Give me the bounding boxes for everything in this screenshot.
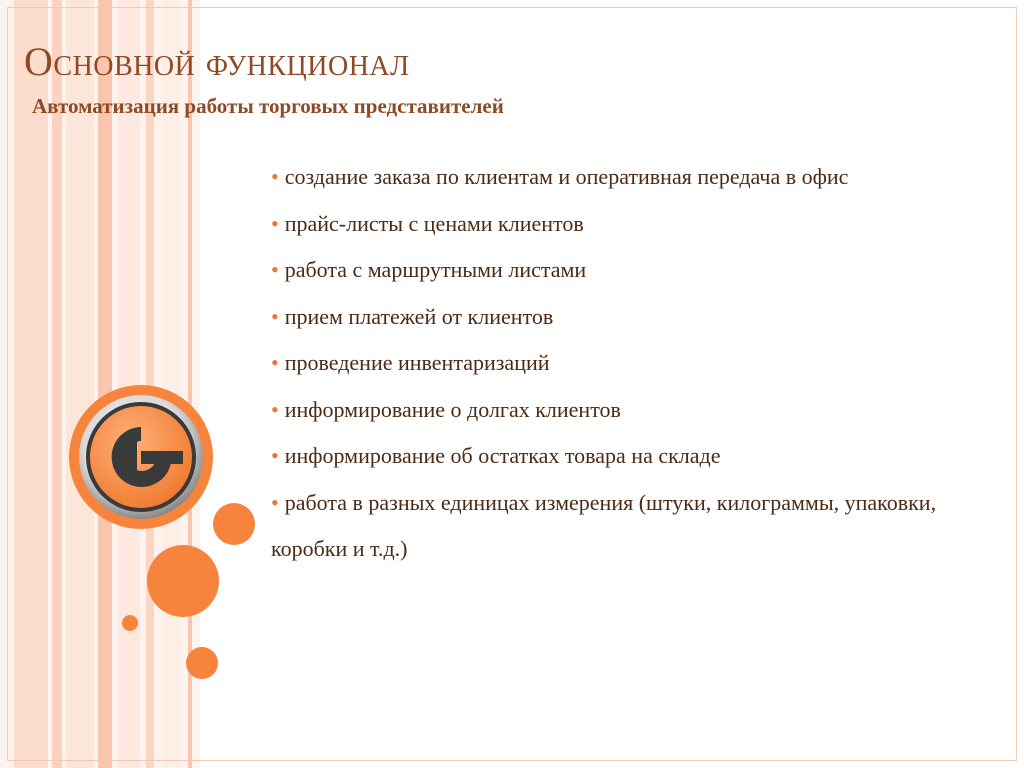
list-item [271,480,991,573]
list-item [271,387,991,434]
list-item-text: прием платежей от клиентов [284,303,554,329]
bullet-icon: • [271,489,279,515]
list-item [271,340,991,387]
decorative-circle [213,503,255,545]
bullet-icon: • [271,350,279,375]
slide-frame-left-edge [7,7,8,761]
list-item-text: проведение инвентаризаций [284,350,550,375]
list-item-text: прайс-листы с ценами клиентов [284,210,584,236]
bullet-icon: • [271,164,279,189]
slide-title: Основной функционал [24,39,410,84]
bullet-icon: • [271,210,279,236]
list-item [271,154,991,201]
bullet-icon: • [271,303,279,329]
list-item-text: информирование о долгах клиентов [284,396,621,422]
decorative-circle [186,647,218,679]
list-item [271,433,991,480]
list-item-text: работа в разных единицах измерения (штуки, килограммы, упаковки, коробки и т.д.) [271,489,937,561]
bullet-icon: • [271,443,279,468]
back-arrow-e-icon [67,383,215,531]
decorative-circle [122,615,138,631]
list-item-text: работа с маршрутными листами [284,257,587,282]
list-item-text: создание заказа по клиентам и оперативная передача в офис [284,164,849,189]
decorative-circle [147,545,219,617]
list-item [271,247,991,294]
bullet-icon: • [271,396,279,422]
bullet-icon: • [271,257,279,282]
slide-subtitle: Автоматизация работы торговых представителей [32,94,504,118]
list-item [271,294,991,341]
list-item [271,201,991,248]
feature-list [271,154,991,573]
list-item-text: информирование об остатках товара на складе [284,443,721,468]
